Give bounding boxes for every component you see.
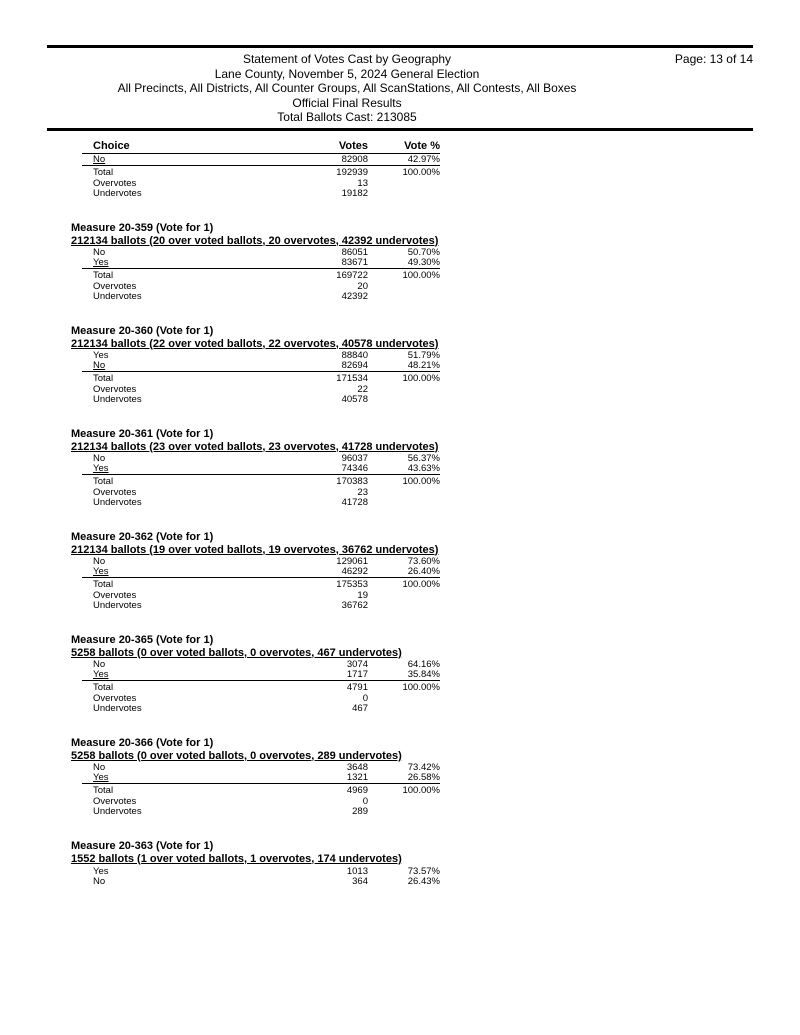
result-row (0, 168, 800, 179)
result-votes: 1013 (346, 865, 368, 877)
result-votes: 4791 (346, 682, 368, 693)
result-name: Undervotes (93, 806, 142, 817)
result-votes: 40578 (341, 394, 368, 405)
result-name: Yes (93, 257, 109, 268)
result-votes: 82694 (341, 360, 368, 371)
result-row (0, 477, 800, 488)
result-pct: 73.57% (407, 865, 440, 877)
result-votes: 3074 (346, 658, 368, 670)
continued-contest-block (0, 155, 800, 200)
result-row (0, 807, 800, 818)
result-name: Total (93, 167, 114, 178)
result-votes: 192939 (336, 167, 368, 178)
result-name: Overvotes (93, 383, 137, 395)
header-line-total-ballots: Total Ballots Cast: 213085 (277, 110, 417, 125)
result-votes: 467 (352, 703, 368, 714)
result-pct: 100.00% (402, 476, 440, 487)
column-choice: Choice (93, 140, 130, 152)
result-votes: 13 (357, 177, 368, 189)
result-row (0, 361, 800, 372)
result-pct: 51.79% (407, 349, 440, 361)
result-name: No (93, 761, 106, 773)
result-name: Yes (93, 566, 109, 577)
result-name: Overvotes (93, 486, 137, 498)
header-line-filters: All Precincts, All Districts, All Counter Groups, All ScanStations, All Contests, All Boxes (117, 81, 577, 96)
header-line-election: Lane County, November 5, 2024 General Election (214, 66, 480, 81)
result-row (0, 351, 800, 362)
results-content (0, 140, 800, 888)
contest-title: Measure 20-360 (Vote for 1) (71, 324, 214, 337)
contest-block (0, 325, 800, 406)
result-row (0, 464, 800, 475)
result-votes: 19 (357, 589, 368, 601)
result-row (0, 580, 800, 591)
result-votes: 364 (352, 876, 368, 887)
result-name: Undervotes (93, 497, 142, 508)
result-votes: 74346 (341, 463, 368, 474)
result-votes: 169722 (336, 270, 368, 281)
report-header (47, 52, 647, 125)
result-pct: 26.43% (407, 876, 440, 887)
result-votes: 46292 (341, 566, 368, 577)
result-pct: 100.00% (402, 682, 440, 693)
result-pct: 100.00% (402, 785, 440, 796)
result-pct: 100.00% (402, 373, 440, 384)
result-row (0, 454, 800, 465)
result-name: Overvotes (93, 177, 137, 189)
result-row (0, 773, 800, 784)
result-votes: 1717 (346, 669, 368, 680)
result-name: Total (93, 373, 114, 384)
result-votes: 171534 (336, 373, 368, 384)
contest-title: Measure 20-365 (Vote for 1) (71, 633, 214, 646)
contest-ballot-summary: 212134 ballots (20 over voted ballots, 20 overvotes, 42392 undervotes) (71, 234, 439, 247)
result-votes: 23 (357, 486, 368, 498)
contest-block (0, 222, 800, 303)
result-pct: 73.42% (407, 761, 440, 773)
result-name: Undervotes (93, 394, 142, 405)
result-name: Yes (93, 865, 109, 877)
result-row (0, 155, 800, 166)
result-votes: 4969 (346, 785, 368, 796)
contest-ballot-summary: 5258 ballots (0 over voted ballots, 0 overvotes, 467 undervotes) (71, 646, 402, 659)
contest-block (0, 840, 800, 888)
result-name: No (93, 154, 106, 165)
result-pct: 64.16% (407, 658, 440, 670)
result-row (0, 877, 800, 888)
result-pct: 43.63% (407, 463, 440, 474)
result-pct: 100.00% (402, 579, 440, 590)
result-name: Yes (93, 463, 109, 474)
result-row (0, 683, 800, 694)
result-votes: 3648 (346, 761, 368, 773)
result-pct: 48.21% (407, 360, 440, 371)
result-name: Overvotes (93, 795, 137, 807)
result-votes: 289 (352, 806, 368, 817)
result-row (0, 660, 800, 671)
result-pct: 73.60% (407, 555, 440, 567)
result-row (0, 248, 800, 259)
result-votes: 88840 (341, 349, 368, 361)
result-row (0, 374, 800, 385)
result-votes: 86051 (341, 246, 368, 258)
result-row (0, 786, 800, 797)
result-pct: 42.97% (407, 154, 440, 165)
page-number: Page: 13 of 14 (674, 52, 753, 66)
result-votes: 175353 (336, 579, 368, 590)
header-line-status: Official Final Results (292, 95, 402, 110)
result-name: Yes (93, 349, 109, 361)
result-pct: 100.00% (402, 167, 440, 178)
result-row (0, 601, 800, 612)
result-votes: 22 (357, 383, 368, 395)
result-name: Undervotes (93, 291, 142, 302)
column-headers (0, 140, 800, 155)
result-votes: 83671 (341, 257, 368, 268)
header-line-title: Statement of Votes Cast by Geography (242, 52, 452, 66)
contest-title: Measure 20-363 (Vote for 1) (71, 839, 214, 852)
result-name: Undervotes (93, 703, 142, 714)
result-votes: 19182 (341, 188, 368, 199)
contest-block (0, 634, 800, 715)
result-votes: 82908 (341, 154, 368, 165)
result-row (0, 271, 800, 282)
contest-ballot-summary: 5258 ballots (0 over voted ballots, 0 overvotes, 289 undervotes) (71, 749, 402, 762)
result-name: Overvotes (93, 589, 137, 601)
result-pct: 100.00% (402, 270, 440, 281)
contest-block (0, 428, 800, 509)
result-votes: 1321 (346, 772, 368, 783)
result-name: No (93, 658, 106, 670)
result-row (0, 704, 800, 715)
result-name: Total (93, 785, 114, 796)
top-rule (47, 45, 753, 48)
contest-title: Measure 20-361 (Vote for 1) (71, 427, 214, 440)
result-name: Yes (93, 669, 109, 680)
result-name: Undervotes (93, 188, 142, 199)
contest-title: Measure 20-366 (Vote for 1) (71, 736, 214, 749)
contest-ballot-summary: 212134 ballots (23 over voted ballots, 23 overvotes, 41728 undervotes) (71, 440, 439, 453)
result-row (0, 867, 800, 878)
result-name: No (93, 876, 106, 887)
result-votes: 42392 (341, 291, 368, 302)
result-name: No (93, 555, 106, 567)
contest-ballot-summary: 212134 ballots (19 over voted ballots, 19 overvotes, 36762 undervotes) (71, 543, 439, 556)
result-pct: 35.84% (407, 669, 440, 680)
result-name: Total (93, 270, 114, 281)
contest-title: Measure 20-362 (Vote for 1) (71, 530, 214, 543)
result-row (0, 498, 800, 509)
contest-ballot-summary: 1552 ballots (1 over voted ballots, 1 overvotes, 174 undervotes) (71, 852, 402, 865)
result-pct: 26.40% (407, 566, 440, 577)
contest-ballot-summary: 212134 ballots (22 over voted ballots, 22 overvotes, 40578 undervotes) (71, 337, 439, 350)
contest-title: Measure 20-359 (Vote for 1) (71, 221, 214, 234)
result-pct: 49.30% (407, 257, 440, 268)
contest-block (0, 531, 800, 612)
result-row (0, 395, 800, 406)
result-votes: 20 (357, 280, 368, 292)
result-row (0, 670, 800, 681)
result-pct: 50.70% (407, 246, 440, 258)
result-votes: 96037 (341, 452, 368, 464)
result-row (0, 763, 800, 774)
result-row (0, 258, 800, 269)
result-votes: 41728 (341, 497, 368, 508)
header-rule (47, 128, 753, 131)
result-name: Undervotes (93, 600, 142, 611)
result-name: No (93, 246, 106, 258)
result-votes: 129061 (336, 555, 368, 567)
result-votes: 170383 (336, 476, 368, 487)
result-row (0, 567, 800, 578)
column-vote-pct: Vote % (404, 140, 440, 152)
result-name: Total (93, 579, 114, 590)
result-votes: 36762 (341, 600, 368, 611)
result-row (0, 292, 800, 303)
result-name: Overvotes (93, 280, 137, 292)
column-votes: Votes (338, 140, 368, 152)
result-row (0, 557, 800, 568)
result-pct: 56.37% (407, 452, 440, 464)
contests-list (0, 222, 800, 888)
result-name: Total (93, 476, 114, 487)
contest-block (0, 737, 800, 818)
result-name: No (93, 360, 106, 371)
result-row (0, 189, 800, 200)
result-pct: 26.58% (407, 772, 440, 783)
result-name: No (93, 452, 106, 464)
result-name: Overvotes (93, 692, 137, 704)
result-name: Total (93, 682, 114, 693)
result-votes: 0 (362, 795, 368, 807)
result-votes: 0 (362, 692, 368, 704)
result-name: Yes (93, 772, 109, 783)
